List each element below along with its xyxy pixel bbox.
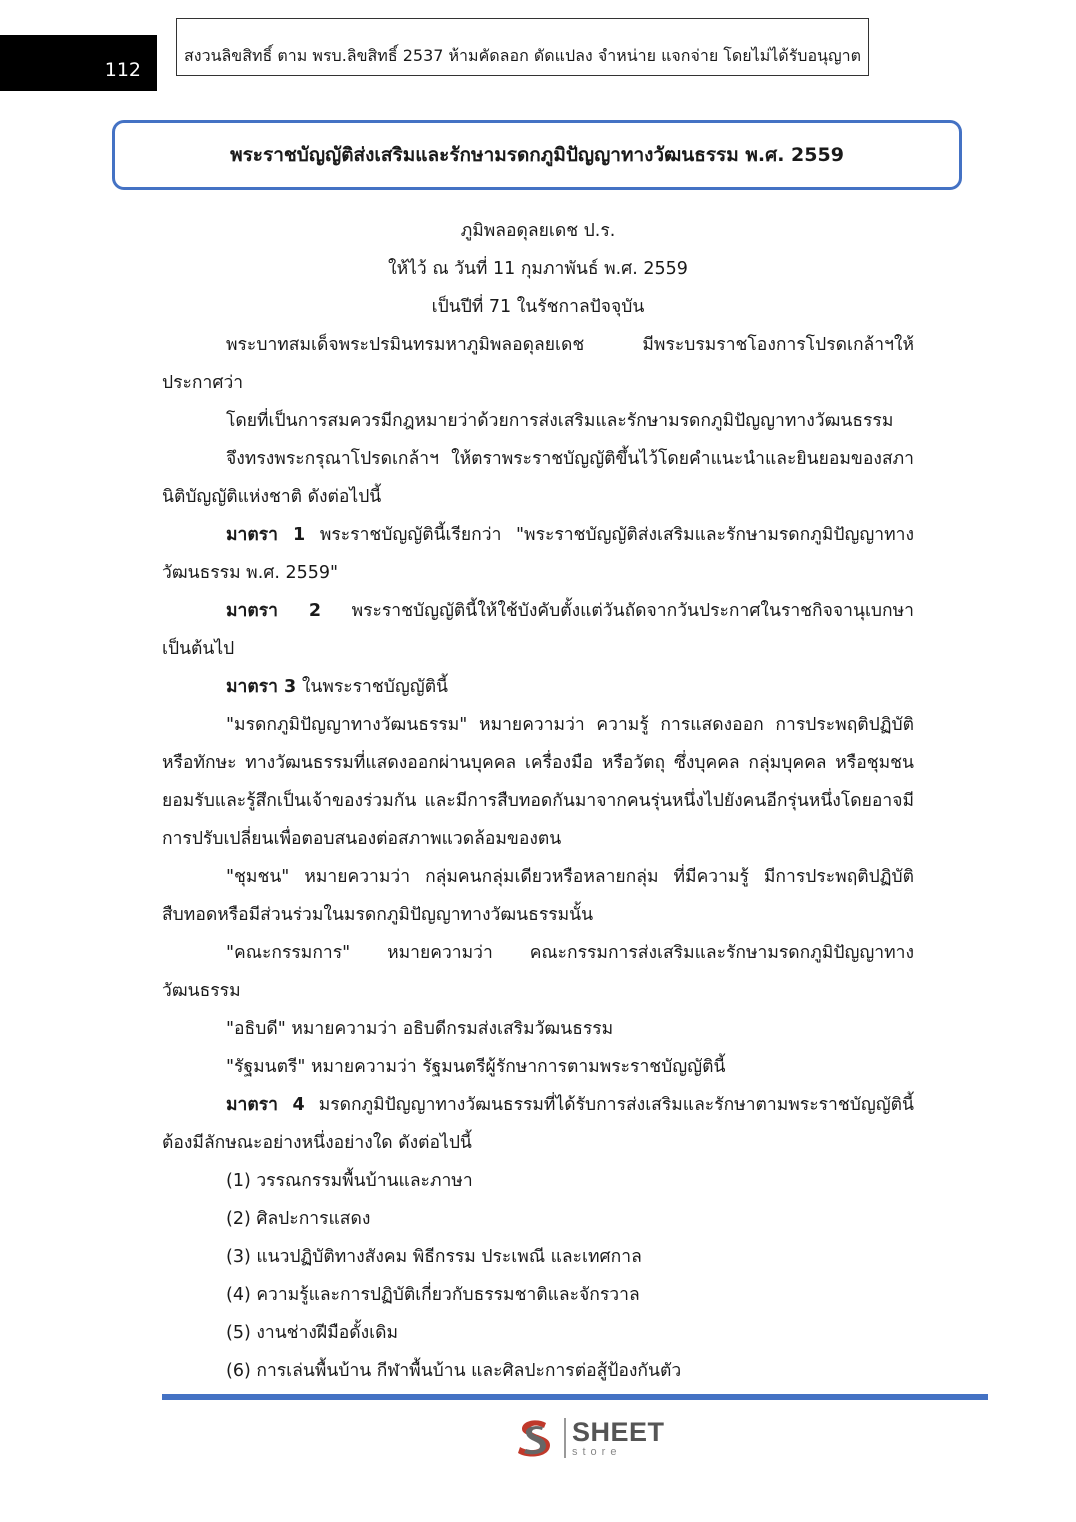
list-item: (1) วรรณกรรมพื้นบ้านและภาษา — [226, 1171, 473, 1191]
section-3-label: มาตรา 3 — [226, 677, 297, 697]
logo-text — [572, 1416, 665, 1458]
list-item: (3) แนวปฏิบัติทางสังคม พิธีกรรม ประเพณี และเทศกาล — [226, 1247, 642, 1267]
definition-committee: "คณะกรรมการ" หมายความว่า คณะกรรมการส่งเสริมและรักษามรดกภูมิปัญญาทางวัฒนธรรม — [162, 943, 914, 1001]
section-1-text: พระราชบัญญัตินี้เรียกว่า "พระราชบัญญัติส่งเสริมและรักษามรดกภูมิปัญญาทางวัฒนธรรม พ.ศ. 2559" — [162, 525, 914, 583]
section-3 — [162, 668, 914, 706]
section-4-text: มรดกภูมิปัญญาทางวัฒนธรรมที่ได้รับการส่งเสริมและรักษาตามพระราชบัญญัตินี้ต้องมีลักษณะอย่างหนึ่งอย่างใด ดังต่อไปนี้ — [162, 1095, 914, 1153]
paragraph-rationale: โดยที่เป็นการสมควรมีกฎหมายว่าด้วยการส่งเสริมและรักษามรดกภูมิปัญญาทางวัฒนธรรม — [226, 411, 894, 431]
section-2 — [162, 592, 914, 668]
definition-minister: "รัฐมนตรี" หมายความว่า รัฐมนตรีผู้รักษาการตามพระราชบัญญัตินี้ — [226, 1057, 726, 1077]
footer-divider — [162, 1394, 988, 1400]
definition-heritage: "มรดกภูมิปัญญาทางวัฒนธรรม" หมายความว่า ความรู้ การแสดงออก การประพฤติปฏิบัติ หรือทักษะ ทางวัฒนธรรมที่แสดงออกผ่านบุคคล เครื่องมือ หรือวัตถุ ซึ่งบุคคล กลุ่มบุคคล หรือชุมชน ยอมรับและรู้สึกเป็นเจ้าของร่วมกัน และมีการสืบทอดกันมาจากคนรุ่นหนึ่งไปยังคนอีกรุ่นหนึ่งโดยอาจมีการปรับเปลี่ยนเพื่อตอบสนองต่อสภาพแวดล้อมของตน — [162, 715, 914, 849]
logo-sub-text: store — [572, 1445, 622, 1458]
given-date: ให้ไว้ ณ วันที่ 11 กุมภาพันธ์ พ.ศ. 2559 — [388, 259, 688, 279]
sheet-store-logo — [512, 1414, 665, 1462]
paragraph-proclamation: พระบาทสมเด็จพระปรมินทรมหาภูมิพลอดุลยเดช มีพระบรมราชโองการโปรดเกล้าฯให้ประกาศว่า — [162, 335, 914, 393]
logo-main-text: SHEET — [572, 1416, 665, 1447]
section-1-label: มาตรา 1 — [226, 525, 306, 545]
definition-community: "ชุมชน" หมายความว่า กลุ่มคนกลุ่มเดียวหรือหลายกลุ่ม ที่มีความรู้ มีการประพฤติปฏิบัติ สืบทอดหรือมีส่วนร่วมในมรดกภูมิปัญญาทางวัฒนธรรมนั้น — [162, 867, 914, 925]
reign-year: เป็นปีที่ 71 ในรัชกาลปัจจุบัน — [431, 297, 645, 317]
section-2-label: มาตรา 2 — [226, 601, 322, 621]
list-item: (5) งานช่างฝีมือดั้งเดิม — [226, 1323, 399, 1343]
list-item: (6) การเล่นพื้นบ้าน กีฬาพื้นบ้าน และศิลปะการต่อสู้ป้องกันตัว — [226, 1361, 682, 1381]
section-1 — [162, 516, 914, 592]
sheet-store-logo-icon — [512, 1416, 556, 1460]
document-body — [162, 212, 914, 1390]
section-4-label: มาตรา 4 — [226, 1095, 305, 1115]
section-2-text: พระราชบัญญัตินี้ให้ใช้บังคับตั้งแต่วันถัดจากวันประกาศในราชกิจจานุเบกษาเป็นต้นไป — [162, 601, 914, 659]
document-title: พระราชบัญญัติส่งเสริมและรักษามรดกภูมิปัญญาทางวัฒนธรรม พ.ศ. 2559 — [112, 120, 962, 190]
list-item: (2) ศิลปะการแสดง — [226, 1209, 371, 1229]
logo-separator — [564, 1418, 566, 1458]
copyright-notice: สงวนลิขสิทธิ์ ตาม พรบ.ลิขสิทธิ์ 2537 ห้ามคัดลอก ดัดแปลง จำหน่าย แจกจ่าย โดยไม่ได้รับอนุญาต — [176, 18, 869, 76]
definition-director-general: "อธิบดี" หมายความว่า อธิบดีกรมส่งเสริมวัฒนธรรม — [226, 1019, 614, 1039]
list-item: (4) ความรู้และการปฏิบัติเกี่ยวกับธรรมชาติและจักรวาล — [226, 1285, 640, 1305]
page-number: 112 — [0, 35, 157, 91]
paragraph-enactment: จึงทรงพระกรุณาโปรดเกล้าฯ ให้ตราพระราชบัญญัติขึ้นไว้โดยคำแนะนำและยินยอมของสภานิติบัญญัติแห่งชาติ ดังต่อไปนี้ — [162, 449, 914, 507]
section-3-text: ในพระราชบัญญัตินี้ — [301, 677, 449, 697]
section-4 — [162, 1086, 914, 1162]
king-signature: ภูมิพลอดุลยเดช ป.ร. — [460, 221, 616, 241]
